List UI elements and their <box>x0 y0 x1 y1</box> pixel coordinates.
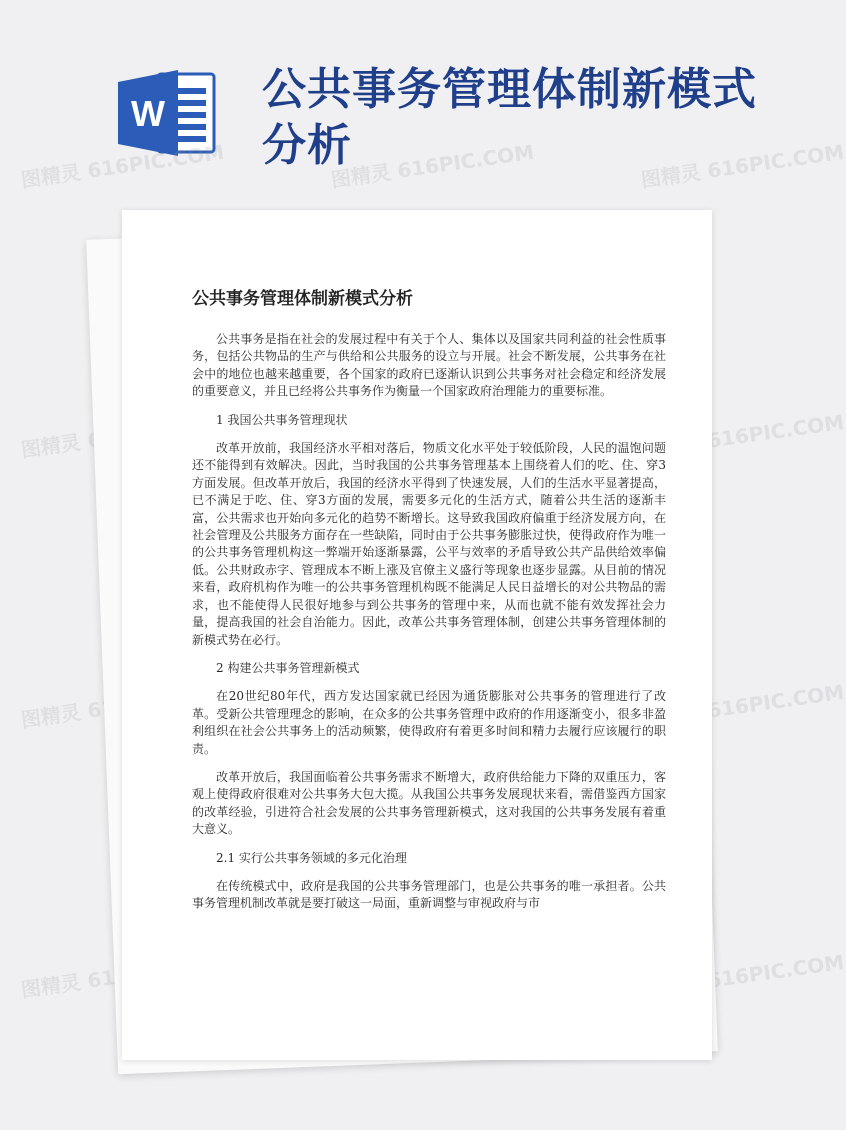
watermark: 图精灵 616PIC.COM <box>639 949 846 1003</box>
watermark: 图精灵 <box>19 699 83 733</box>
watermark: 图精灵 <box>19 969 83 1003</box>
watermark: 图精灵 616PIC.COM <box>329 139 536 193</box>
paragraph: 改革开放前，我国经济水平相对落后，物质文化水平处于较低阶段，人民的温饱问题还不能得到有效解决。因此，当时我国的公共事务管理基本上围绕着人们的吃、住、穿3方面发展。但改革开放后，我国的经济水平得到了快速发展，人们的生活水平显著提高，已不满足于吃、住、穿3方面的发展，需要多元化的生活方式，随着公共生活的逐渐丰富，公共需求也开始向多元化的趋势不断增长。这导致我国政府偏重于经济发展方向，在社会管理及公共服务方面存在一些缺陷，同时由于公共事务膨胀过快，使得政府作为唯一的公共事务管理机构这一弊端开始逐渐暴露，公平与效率的矛盾导致公共产品供给效率偏低。公共财政赤字、管理成本不断上涨及官僚主义盛行等现象也逐步显露。从目前的情况来看，政府机构作为唯一的公共事务管理机构既不能满足人民日益增长的对公共物品的需求，也不能使得人民很好地参与到公共事务的管理中来，从而也就不能有效发挥社会力量，提高我国的社会自治能力。因此，改革公共事务管理体制，创建公共事务管理体制的新模式势在必行。 <box>192 441 666 647</box>
section-heading: 2 构建公共事务管理新模式 <box>216 660 360 675</box>
watermark: 图精灵 <box>19 429 83 463</box>
word-icon-letter: W <box>131 93 165 134</box>
paragraph: 在20世纪80年代，西方发达国家就已经因为通货膨胀对公共事务的管理进行了改革。受新公共管理理念的影响，在众多的公共事务管理中政府的作用逐渐变小，很多非盈利组织在社会公共事务上的活动频繁，使得政府有着更多时间和精力去履行应该履行的职责。 <box>192 689 666 756</box>
header <box>0 0 800 200</box>
watermark: 图精灵 616PIC.COM <box>639 679 846 733</box>
header-title: 公共事务管理体制新模式分析 <box>262 64 757 171</box>
section-heading: 2.1 实行公共事务领域的多元化治理 <box>216 850 407 865</box>
document-body <box>192 331 666 924</box>
paragraph: 在传统模式中，政府是我国的公共事务管理部门，也是公共事务的唯一承担者。公共事务管理机制改革就是要打破这一局面，重新调整与审视政府与市 <box>192 878 666 911</box>
paragraph: 改革开放后，我国面临着公共事务需求不断增大，政府供给能力下降的双重压力，客观上使得政府很难对公共事务大包大揽。从我国公共事务发展现状来看，需借鉴西方国家的改革经验，引进符合社会发展的公共事务管理新模式，这对我国的公共事务发展有着重大意义。 <box>192 769 666 837</box>
watermark: 图精灵 616PIC.COM <box>19 139 226 193</box>
watermark: 图精灵 616PIC.COM <box>639 409 846 463</box>
section-heading: 1 我国公共事务管理现状 <box>216 412 348 427</box>
document-title: 公共事务管理体制新模式分析 <box>192 289 413 309</box>
paragraph: 公共事务是指在社会的发展过程中有关于个人、集体以及国家共同利益的社会性质事务，包括公共物品的生产与供给和公共服务的设立与开展。社会不断发展，公共事务在社会中的地位也越来越重要，各个国家的政府已逐渐认识到公共事务对社会稳定和经济发展的重要意义，并且已经将公共事务作为衡量一个国家政府治理能力的重要标准。 <box>192 332 666 399</box>
word-doc-icon <box>118 70 218 156</box>
document-page <box>122 210 712 1060</box>
watermark: 图精灵 616PIC.COM <box>639 139 846 193</box>
